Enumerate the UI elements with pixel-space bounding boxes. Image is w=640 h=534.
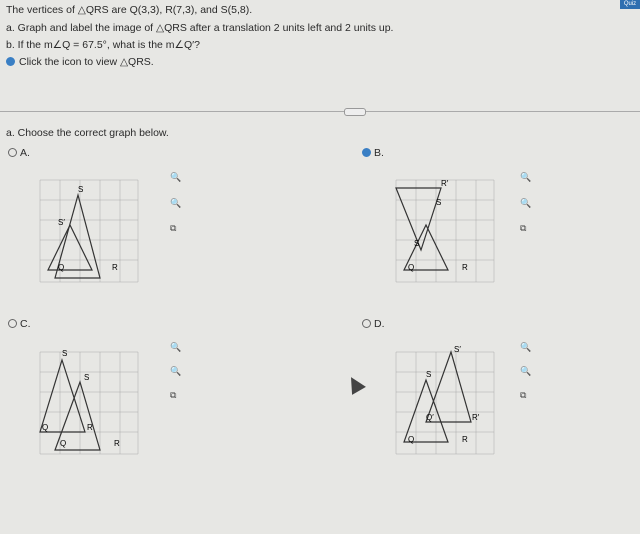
label-s-b: S <box>436 198 442 207</box>
zoom-in-icon-d[interactable]: 🔍 <box>520 342 532 352</box>
part-a-prompt: a. Choose the correct graph below. <box>6 127 169 139</box>
graph-a <box>30 170 140 290</box>
view-triangle-link[interactable] <box>6 56 154 68</box>
radio-c[interactable] <box>8 319 17 328</box>
option-d[interactable] <box>362 318 385 330</box>
label-s-c: S <box>62 349 68 358</box>
mouse-cursor <box>344 373 366 395</box>
label-q: Q <box>58 263 65 272</box>
question-line-3: b. If the m∠Q = 67.5°, what is the m∠Q′? <box>6 39 200 51</box>
zoom-out-icon[interactable]: 🔍 <box>170 198 182 208</box>
radio-a[interactable] <box>8 148 17 157</box>
option-a-label: A. <box>20 147 30 159</box>
open-external-icon[interactable]: ⧉ <box>170 223 177 233</box>
radio-d[interactable] <box>362 319 371 328</box>
zoom-out-icon-c[interactable]: 🔍 <box>170 366 182 376</box>
label-r-d: R <box>462 435 468 444</box>
graph-c <box>30 342 140 462</box>
zoom-out-icon-d[interactable]: 🔍 <box>520 366 532 376</box>
divider <box>0 111 640 112</box>
label-s-prime-d: S′ <box>454 345 461 354</box>
label-r-c: R <box>87 423 93 432</box>
zoom-out-icon-b[interactable]: 🔍 <box>520 198 532 208</box>
question-line-2: a. Graph and label the image of △QRS after a translation 2 units left and 2 units up. <box>6 22 394 34</box>
graph-b <box>386 170 496 290</box>
label-s2-b: S <box>414 239 420 248</box>
zoom-in-icon[interactable]: 🔍 <box>170 172 182 182</box>
label-q-prime-d: Q′ <box>426 413 434 422</box>
question-line-1: The vertices of △QRS are Q(3,3), R(7,3), and S(5,8). <box>6 4 253 16</box>
label-s-d: S <box>426 370 432 379</box>
label-r2-c: R <box>114 439 120 448</box>
zoom-in-icon-b[interactable]: 🔍 <box>520 172 532 182</box>
label-r-prime: R′ <box>441 179 449 188</box>
label-r: R <box>112 263 118 272</box>
label-r-b: R <box>462 263 468 272</box>
open-external-icon-c[interactable]: ⧉ <box>170 390 177 400</box>
view-triangle-text: Click the icon to view △QRS. <box>19 56 154 68</box>
option-c[interactable] <box>8 318 31 330</box>
radio-b[interactable] <box>362 148 371 157</box>
label-q-c: Q <box>42 423 49 432</box>
quiz-badge: Quiz <box>620 0 640 9</box>
label-q-b: Q <box>408 263 415 272</box>
option-b[interactable] <box>362 147 384 159</box>
option-b-label: B. <box>374 147 384 159</box>
option-a[interactable] <box>8 147 30 159</box>
label-s: S <box>78 185 84 194</box>
more-button[interactable] <box>344 108 366 116</box>
open-external-icon-b[interactable]: ⧉ <box>520 223 527 233</box>
label-q-d: Q <box>408 435 415 444</box>
label-s-prime: S′ <box>58 218 65 227</box>
info-icon <box>6 57 15 66</box>
label-s2-c: S <box>84 373 90 382</box>
label-r-prime-d: R′ <box>472 413 480 422</box>
label-q2-c: Q <box>60 439 67 448</box>
open-external-icon-d[interactable]: ⧉ <box>520 390 527 400</box>
graph-d <box>386 342 496 462</box>
option-d-label: D. <box>374 318 385 330</box>
option-c-label: C. <box>20 318 31 330</box>
zoom-in-icon-c[interactable]: 🔍 <box>170 342 182 352</box>
